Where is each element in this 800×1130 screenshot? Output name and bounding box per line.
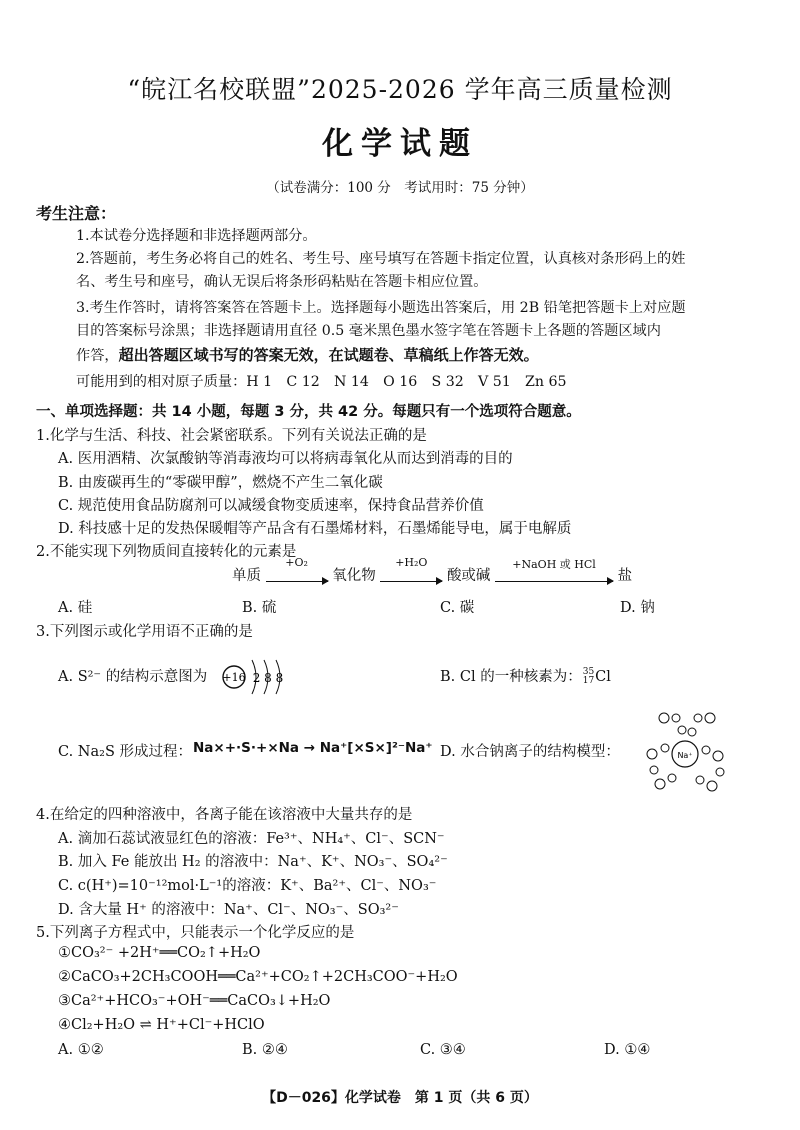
q5-option-d: D. ①④ bbox=[604, 1042, 651, 1058]
q2-reagent-3: +NaOH 或 HCl bbox=[512, 557, 596, 571]
q5-option-c: C. ③④ bbox=[420, 1042, 466, 1058]
q2-arrow-1 bbox=[266, 555, 328, 582]
notice-line-2b: 名、考生号和座号，确认无误后将条形码粘贴在答题卡相应位置。 bbox=[76, 274, 488, 290]
q3-option-d: D. 水合钠离子的结构模型： bbox=[440, 744, 620, 760]
hydrated-sodium-ion-model bbox=[630, 708, 740, 798]
q5-stem: 5.下列离子方程式中，只能表示一个化学反应的是 bbox=[36, 925, 355, 941]
q3-stem: 3.下列图示或化学用语不正确的是 bbox=[36, 624, 253, 640]
q2-reagent-1: +O₂ bbox=[285, 555, 308, 569]
q2-option-c: C. 碳 bbox=[440, 600, 475, 616]
notice-line-3c bbox=[76, 345, 539, 366]
q3-option-b-text: B. Cl 的一种核素为： bbox=[440, 669, 582, 685]
q4-option-c: C. c(H⁺)=10⁻¹²mol·L⁻¹的溶液：K⁺、Ba²⁺、Cl⁻、NO₃⁻ bbox=[58, 878, 437, 894]
q4-option-b: B. 加入 Fe 能放出 H₂ 的溶液中：Na⁺、K⁺、NO₃⁻、SO₄²⁻ bbox=[58, 854, 448, 870]
q5-option-b: B. ②④ bbox=[242, 1042, 288, 1058]
q2-conversion-chain bbox=[232, 555, 633, 585]
q2-substance-2: 氧化物 bbox=[332, 568, 376, 584]
q2-reagent-2: +H₂O bbox=[395, 555, 428, 569]
q3-option-b bbox=[440, 665, 611, 686]
sulfide-structure-diagram bbox=[222, 652, 292, 702]
q4-option-a: A. 滴加石蕊试液显红色的溶液：Fe³⁺、NH₄⁺、Cl⁻、SCN⁻ bbox=[58, 831, 445, 847]
q3-option-c: C. Na₂S 形成过程： bbox=[58, 744, 192, 760]
page-footer: 【D－026】化学试卷 第 1 页（共 6 页） bbox=[262, 1090, 538, 1106]
q2-stem: 2.不能实现下列物质间直接转化的元素是 bbox=[36, 544, 297, 560]
atomic-masses: 可能用到的相对原子质量：H 1 C 12 N 14 O 16 S 32 V 51 Zn 65 bbox=[76, 374, 567, 390]
notice-line-1: 1.本试卷分选择题和非选择题两部分。 bbox=[76, 228, 317, 244]
q5-equation-1: ①CO₃²⁻ +2H⁺══CO₂↑+H₂O bbox=[58, 945, 261, 961]
q2-substance-1: 单质 bbox=[232, 568, 261, 584]
section-heading: 一、单项选择题：共 14 小题，每题 3 分，共 42 分。每题只有一个选项符合题意。 bbox=[36, 404, 581, 420]
q3-option-a: A. S²⁻ 的结构示意图为 bbox=[58, 669, 208, 685]
q5-option-a: A. ①② bbox=[58, 1042, 104, 1058]
q1-stem: 1.化学与生活、科技、社会紧密联系。下列有关说法正确的是 bbox=[36, 428, 427, 444]
q2-substance-3: 酸或碱 bbox=[446, 568, 491, 584]
q2-arrow-3 bbox=[495, 557, 613, 582]
q1-option-a: A. 医用酒精、次氯酸钠等消毒液均可以将病毒氧化从而达到消毒的目的 bbox=[58, 451, 513, 467]
nucleus-charge: +16 bbox=[222, 671, 246, 684]
q4-stem: 4.在给定的四种溶液中，各离子能在该溶液中大量共存的是 bbox=[36, 807, 413, 823]
q2-arrow-2 bbox=[380, 555, 442, 582]
notice-line-3a: 3.考生作答时，请将答案答在答题卡上。选择题每小题选出答案后，用 2B 铅笔把答题卡上对应题 bbox=[76, 300, 686, 316]
notice-line-2a: 2.答题前，考生务必将自己的姓名、考生号、座号填写在答题卡指定位置，认真核对条形码上的姓 bbox=[76, 251, 686, 267]
notice-line-3b: 目的答案标号涂黑；非选择题请用直径 0.5 毫米黑色墨水签字笔在答题卡上各题的答题区域内 bbox=[76, 323, 661, 339]
mass-number: 35 bbox=[582, 667, 595, 677]
nuclide-symbol: Cl bbox=[595, 669, 611, 685]
q5-equation-2: ②CaCO₃+2CH₃COOH══Ca²⁺+CO₂↑+2CH₃COO⁻+H₂O bbox=[58, 969, 458, 985]
electron-shells: 2 8 8 bbox=[252, 671, 284, 685]
q2-option-a: A. 硅 bbox=[58, 600, 93, 616]
q1-option-d: D. 科技感十足的发热保暖帽等产品含有石墨烯材料，石墨烯能导电，属于电解质 bbox=[58, 521, 572, 537]
exam-meta: （试卷满分：100 分 考试用时：75 分钟） bbox=[266, 180, 534, 196]
q2-option-b: B. 硫 bbox=[242, 600, 277, 616]
notice-emphasis: 超出答题区域书写的答案无效，在试题卷、草稿纸上作答无效。 bbox=[118, 346, 539, 364]
sodium-ion-label: Na⁺ bbox=[677, 751, 693, 760]
subject-title: 化学试题 bbox=[322, 126, 478, 162]
q5-equation-4: ④Cl₂+H₂O ⇌ H⁺+Cl⁻+HClO bbox=[58, 1017, 265, 1033]
q1-option-b: B. 由废碳再生的“零碳甲醇”，燃烧不产生二氧化碳 bbox=[58, 475, 383, 491]
q4-option-d: D. 含大量 H⁺ 的溶液中：Na⁺、Cl⁻、NO₃⁻、SO₃²⁻ bbox=[58, 902, 399, 918]
q5-equation-3: ③Ca²⁺+HCO₃⁻+OH⁻══CaCO₃↓+H₂O bbox=[58, 993, 331, 1009]
notice-line-3c-pre: 作答， bbox=[76, 348, 119, 364]
atomic-number: 17 bbox=[582, 676, 595, 686]
exam-title: “皖江名校联盟”2025-2026 学年高三质量检测 bbox=[127, 75, 673, 104]
q1-option-c: C. 规范使用食品防腐剂可以减缓食物变质速率，保持食品营养价值 bbox=[58, 498, 484, 514]
na2s-formation-formula: Na×+·S·+×Na → Na⁺[×S×]²⁻Na⁺ bbox=[193, 740, 433, 756]
q2-option-d: D. 钠 bbox=[620, 600, 655, 616]
q2-substance-4: 盐 bbox=[617, 568, 633, 584]
notice-heading: 考生注意： bbox=[36, 204, 117, 223]
